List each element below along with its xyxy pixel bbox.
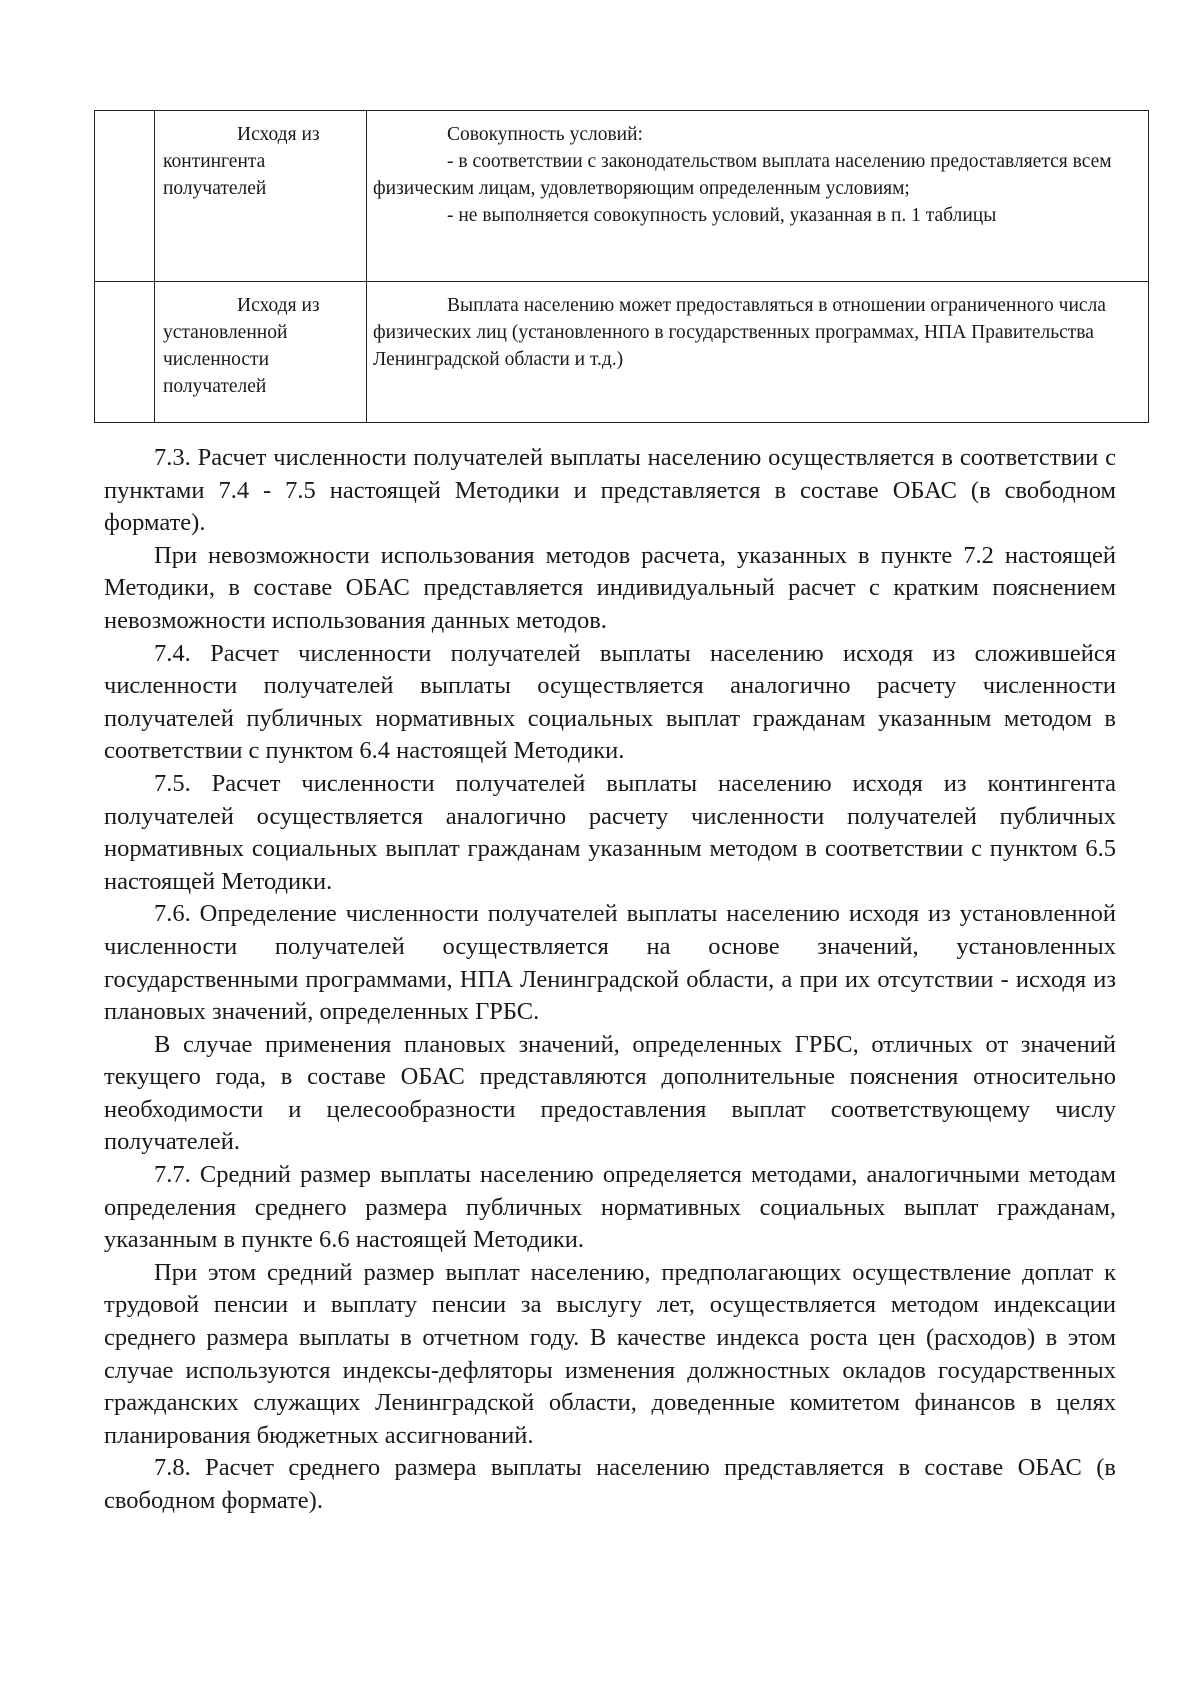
methods-table [94,110,1149,423]
method-cell [155,111,367,282]
description-line: Выплата населению может предоставляться в отношении ограниченного числа физических лиц (установленного в государственных программах, НПА Правительства Ленинградской области и т.д.) [373,295,1106,370]
row-number-cell [95,282,155,423]
method-cell [155,282,367,423]
method-name: Исходя из контингента получателей [163,124,320,199]
paragraph-7-5: 7.5. Расчет численности получателей выплаты населению исходя из контингента получателей осуществляется аналогично расчету численности получателей публичных нормативных социальных выплат гражданам указанным методом в соответствии с пунктом 6.5 настоящей Методики. [104,769,1116,895]
paragraph-7-7: 7.7. Средний размер выплаты населению определяется методами, аналогичными методам определения среднего размера публичных нормативных социальных выплат гражданам, указанным в пункте 6.6 настоящей Методики. [104,1161,1116,1254]
description-line: Совокупность условий: [447,124,643,145]
table-row [95,111,1149,282]
body-text [104,442,1116,1518]
paragraph: В случае применения плановых значений, определенных ГРБС, отличных от значений текущего года, в составе ОБАС представляются дополнительные пояснения относительно необходимости и целесообразности предоставления выплат соответствующему числу получателей. [104,1030,1116,1156]
row-number-cell [95,111,155,282]
paragraph: При этом средний размер выплат населению, предполагающих осуществление доплат к трудовой пенсии и выплату пенсии за выслугу лет, осуществляется методом индексации среднего размера выплаты в отчетном году. В качестве индекса роста цен (расходов) в этом случае используются индексы-дефляторы изменения должностных окладов государственных гражданских служащих Ленинградской области, доведенные комитетом финансов в целях планирования бюджетных ассигнований. [104,1258,1116,1449]
method-name: Исходя из установленной численности получателей [163,295,320,397]
description-line: - в соответствии с законодательством выплата населению предоставляется всем физическим лицам, удовлетворяющим определенным условиям; [373,151,1112,199]
paragraph-7-6: 7.6. Определение численности получателей выплаты населению исходя из установленной численности получателей осуществляется на основе значений, установленных государственными программами, НПА Ленинградской области, а при их отсутствии - исходя из плановых значений, определенных ГРБС. [104,900,1116,1026]
table-row [95,282,1149,423]
description-line: - не выполняется совокупность условий, указанная в п. 1 таблицы [447,205,997,226]
description-cell [367,111,1149,282]
paragraph: При невозможности использования методов расчета, указанных в пункте 7.2 настоящей Методики, в составе ОБАС представляется индивидуальный расчет с кратким пояснением невозможности использования данных методов. [104,541,1116,634]
description-cell [367,282,1149,423]
paragraph-7-8: 7.8. Расчет среднего размера выплаты населению представляется в составе ОБАС (в свободном формате). [104,1454,1116,1514]
paragraph-7-3: 7.3. Расчет численности получателей выплаты населению осуществляется в соответствии с пунктами 7.4 - 7.5 настоящей Методики и представляется в составе ОБАС (в свободном формате). [104,444,1116,537]
paragraph-7-4: 7.4. Расчет численности получателей выплаты населению исходя из сложившейся численности получателей выплаты осуществляется аналогично расчету численности получателей публичных нормативных социальных выплат гражданам указанным методом в соответствии с пунктом 6.4 настоящей Методики. [104,639,1116,765]
